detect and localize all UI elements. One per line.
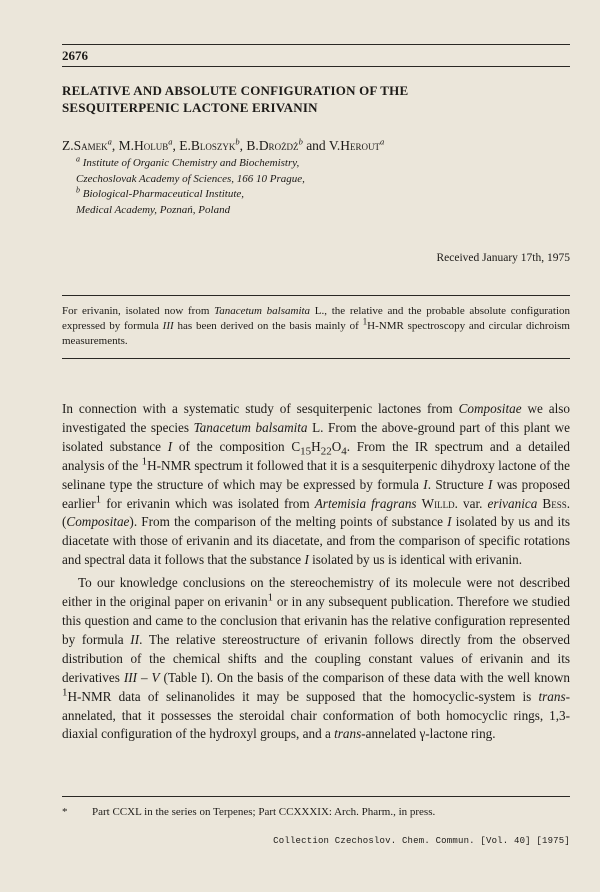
title-line-1: RELATIVE AND ABSOLUTE CONFIGURATION OF THE xyxy=(62,83,409,98)
affiliation-b: $^b$ Biological-Pharmaceutical Institute, xyxy=(76,185,245,200)
footnote-text: Part CCXL in the series on Terpenes; Part CCXXXIX: Arch. Pharm., in press. xyxy=(92,806,436,818)
author-4: B.Drożdż$^b$ xyxy=(246,136,303,153)
footnote-marker: * xyxy=(62,806,68,818)
author-3: E.Bloszyk$^b$ xyxy=(179,136,240,153)
author-conjunction: and xyxy=(306,138,326,153)
abstract-rule-top xyxy=(62,295,570,296)
header-rule-bottom xyxy=(62,66,570,67)
affiliation-b-cont: Medical Academy, Poznań, Poland xyxy=(76,203,231,216)
author-2: M.Holub$^a$ xyxy=(118,136,173,153)
header-rule-top xyxy=(62,44,570,45)
article-title xyxy=(62,82,562,116)
author-1: Z.Samek$^a$ xyxy=(62,136,112,153)
journal-reference: Collection Czechoslov. Chem. Commun. [Vol. 40] [1975] xyxy=(273,836,570,846)
page-number: 2676 xyxy=(62,48,88,63)
abstract: For erivanin, isolated now from Tanacetum balsamita L., the relative and the probable absolute configuration expressed by formula III has been derived on the basis mainly of $^1$H-NMR spectroscopy and circular dichroism measurements. xyxy=(62,305,571,347)
affiliation-a-cont: Czechoslovak Academy of Sciences, 166 10 Prague, xyxy=(76,172,305,185)
paragraph-1: In connection with a systematic study of sesquiterpenic lactones from Compositae we also investigated the species Tanacetum balsamita L. From the above-ground part of this plant we isolated substance I of the composition $C_{15}H_{22}O_4$. From the IR spectrum and a detailed analysis of the $^1$H-NMR spectrum it followed that it is a sesquiterpenic dihydroxy lactone of the selinane type the structure of which may be expressed by formula I. Structure I was proposed earlier$^1$ for erivanin which was isolated from Artemisia fragrans Willd. var. erivanica Bess. (Compositae). From the comparison of the melting points of substance I isolated by us and its diacetate with those of erivanin and its diacetate, and from the comparison of specific rotations and spectral data it follows that the substance I isolated by us is identical with erivanin. xyxy=(62,401,571,568)
affiliation-a: $^a$ Institute of Organic Chemistry and Biochemistry, xyxy=(76,154,300,169)
title-line-2: SESQUITERPENIC LACTONE ERIVANIN xyxy=(62,100,318,115)
author-5: V.Herout$^a$ xyxy=(328,136,385,153)
article-body xyxy=(62,400,570,744)
author-list: Z.Samek$^a$, M.Holub$^a$, E.Bloszyk$^b$, B.Drożdż$^b$ and V.Herout$^a$ xyxy=(62,136,385,153)
paragraph-2: To our knowledge conclusions on the stereochemistry of its molecule were not described either in the original paper on erivanin$^1$ or in any subsequent publication. Therefore we studied this question and came to the conclusion that erivanin has the relative configuration represented by formula II. The relative stereostructure of erivanin follows directly from the observed distribution of the chemical shifts and the coupling constant values of erivanin and its derivatives III – V (Table I). On the basis of the comparison of these data with the well known $^1$H-NMR data of selinanolides it may be supposed that the homocyclic-system is trans-annelated, that it possesses the steroidal chair conformation of both homocyclic rings, 1,3-diaxial configuration of the hydroxyl groups, and a trans-annelated γ-lactone ring. xyxy=(62,575,570,742)
affiliations xyxy=(76,156,305,218)
footnote-rule xyxy=(62,796,570,797)
abstract-rule-bottom xyxy=(62,358,570,359)
footnote xyxy=(62,806,435,818)
received-date: Received January 17th, 1975 xyxy=(436,252,570,264)
